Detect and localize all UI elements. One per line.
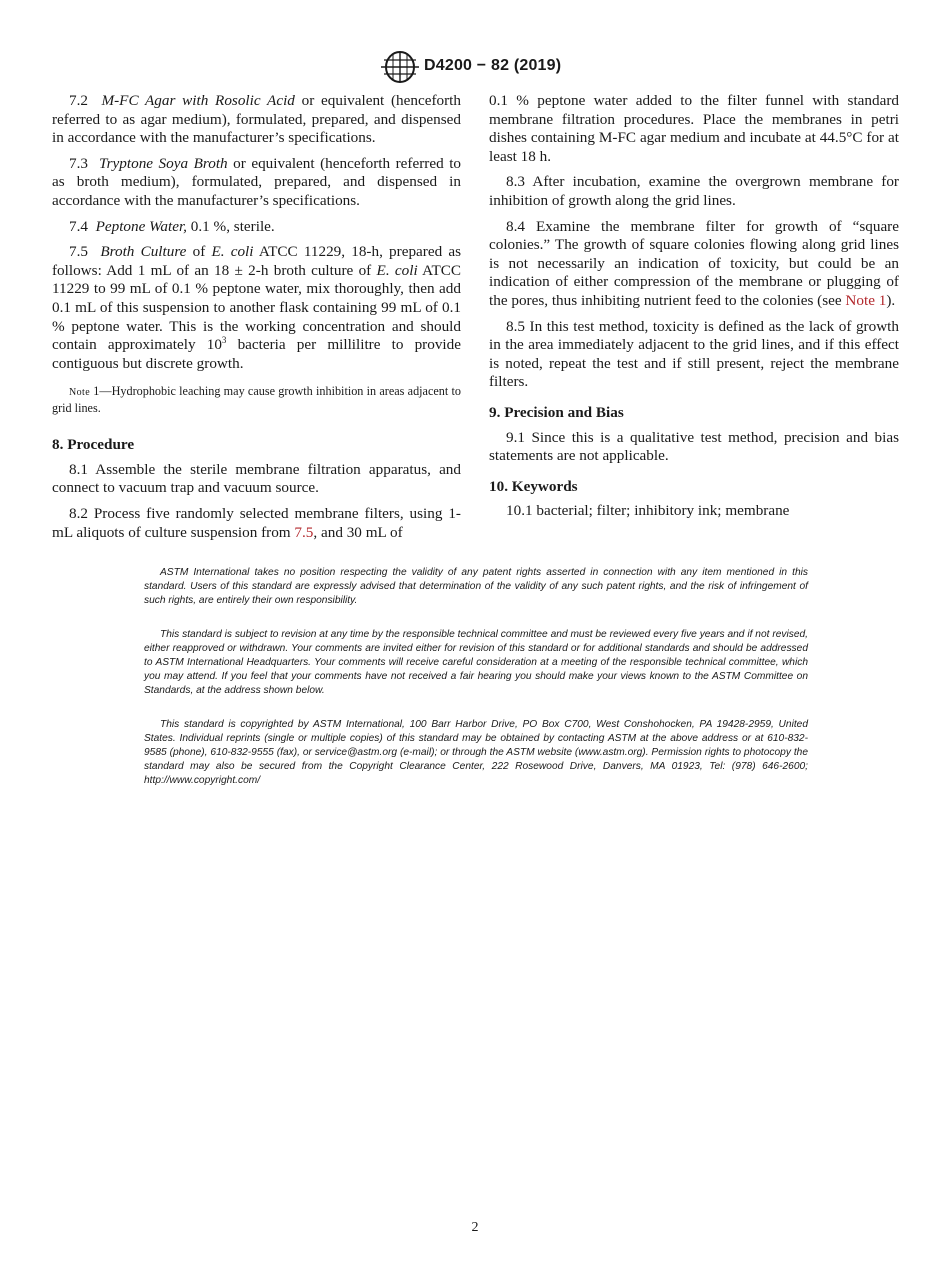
paragraph-10-1: 10.1 bacterial; filter; inhibitory ink; membrane bbox=[506, 502, 790, 520]
section-heading-procedure: 8. Procedure bbox=[52, 436, 135, 454]
term-title: Broth Culture bbox=[100, 243, 187, 261]
link-note-1[interactable]: Note 1 bbox=[845, 291, 887, 309]
term-title: Peptone Water, bbox=[95, 217, 187, 235]
paragraph-7-4: 7.4 Peptone Water, 0.1 %, sterile. bbox=[69, 217, 275, 235]
note-1: Note 1—Hydrophobic leaching may cause growth inhibition in areas adjacent to grid lines. bbox=[52, 384, 461, 415]
section-heading-precision-bias: 9. Precision and Bias bbox=[489, 403, 624, 421]
paragraph-9-1: 9.1 Since this is a qualitative test method, precision and bias statements are not applicable. bbox=[489, 428, 899, 465]
paragraph-7-5: 7.5 Broth Culture of E. coli ATCC 11229, 18-h, prepared as follows: Add 1 mL of an 18 ± 2-h broth culture of E. coli ATCC 11229 to 99 mL of 0.1 % peptone water, mix thoroughly, then add 0.1 mL of this suspension to another flask containing 99 mL of 0.1 % peptone water. This is the working concentration and should contain approximately $10^3$ bacteria per millilitre to provide contiguous but discrete growth. bbox=[52, 243, 462, 372]
copyright-notice: This standard is copyrighted by ASTM International, 100 Barr Harbor Drive, PO Box C700, West Conshohocken, PA 19428-2959, United States. Individual reprints (single or multiple copies) of this standard may be obtained by contacting ASTM at the above address or at 610-832-9585 (phone), 610-832-9555 (fax), or service@astm.org (e-mail); or through the ASTM website (www.astm.org). Permission rights to photocopy the standard may also be secured from the Copyright Clearance Center, 222 Rosewood Drive, Danvers, MA 01923, Tel: (978) 646-2600; http://www.copyright.com/ bbox=[144, 719, 808, 786]
left-column bbox=[52, 92, 461, 549]
page-header bbox=[0, 50, 950, 86]
paragraph-7-2: 7.2 M-FC Agar with Rosolic Acid or equivalent (henceforth referred to as agar medium), formulated, prepared, and dispensed in accordance with the manufacturer’s specifications. bbox=[52, 92, 461, 147]
legal-footer bbox=[144, 566, 808, 808]
patent-notice: ASTM International takes no position respecting the validity of any patent rights asserted in connection with any item mentioned in this standard. Users of this standard are expressly advised that determination of the validity of any such patent rights, and the risk of infringement of such rights, are entirely their own responsibility. bbox=[144, 567, 808, 606]
revision-notice: This standard is subject to revision at any time by the responsible technical committee and must be reviewed every five years and if not revised, either reapproved or withdrawn. Your comments are invited either for revision of this standard or for additional standards and should be addressed to ASTM International Headquarters. Your comments will receive careful consideration at a meeting of the responsible technical committee, which you may attend. If you feel that your comments have not received a fair hearing you should make your views known to the ASTM Committee on Standards, at the address shown below. bbox=[144, 629, 808, 696]
term-title: M-FC Agar with Rosolic Acid bbox=[101, 92, 295, 109]
paragraph-8-2: 8.2 Process five randomly selected membrane filters, using 1-mL aliquots of culture suspension from 7.5, and 30 mL of bbox=[52, 504, 461, 541]
paragraph-8-5: 8.5 In this test method, toxicity is defined as the lack of growth in the area immediately adjacent to the grid lines, and if this effect is noted, repeat the test and if still present, reject the membrane filters. bbox=[489, 317, 899, 391]
paragraph-7-3: 7.3 Tryptone Soya Broth or equivalent (henceforth referred to as broth medium), formulated, prepared, and dispensed in accordance with the manufacturer’s specifications. bbox=[52, 154, 462, 209]
paragraph-8-4: 8.4 Examine the membrane filter for growth of “square colonies.” The growth of square colonies flowing along grid lines is not necessarily an indication of toxicity, but could be an indication of either compression of the membrane or plugging of the pores, thus inhibiting nutrient feed to the colonies (see Note 1). bbox=[489, 217, 899, 309]
standard-designation: D4200 − 82 (2019) bbox=[424, 57, 562, 74]
right-column bbox=[489, 92, 899, 528]
section-heading-keywords: 10. Keywords bbox=[489, 477, 578, 495]
link-section-7-5[interactable]: 7.5 bbox=[294, 523, 314, 541]
paragraph-8-1: 8.1 Assemble the sterile membrane filtration apparatus, and connect to vacuum trap and vacuum source. bbox=[52, 460, 461, 497]
term-title: Tryptone Soya Broth bbox=[99, 154, 228, 172]
page-number: 2 bbox=[471, 1220, 479, 1235]
paragraph-8-2-continued: 0.1 % peptone water added to the filter funnel with standard membrane filtration procedures. Place the membranes in petri dishes containing M-FC agar medium and incubate at 44.5°C for at least 18 h. bbox=[489, 92, 899, 165]
astm-logo-icon bbox=[380, 50, 420, 84]
paragraph-8-3: 8.3 After incubation, examine the overgrown membrane for inhibition of growth along the grid lines. bbox=[489, 173, 899, 209]
